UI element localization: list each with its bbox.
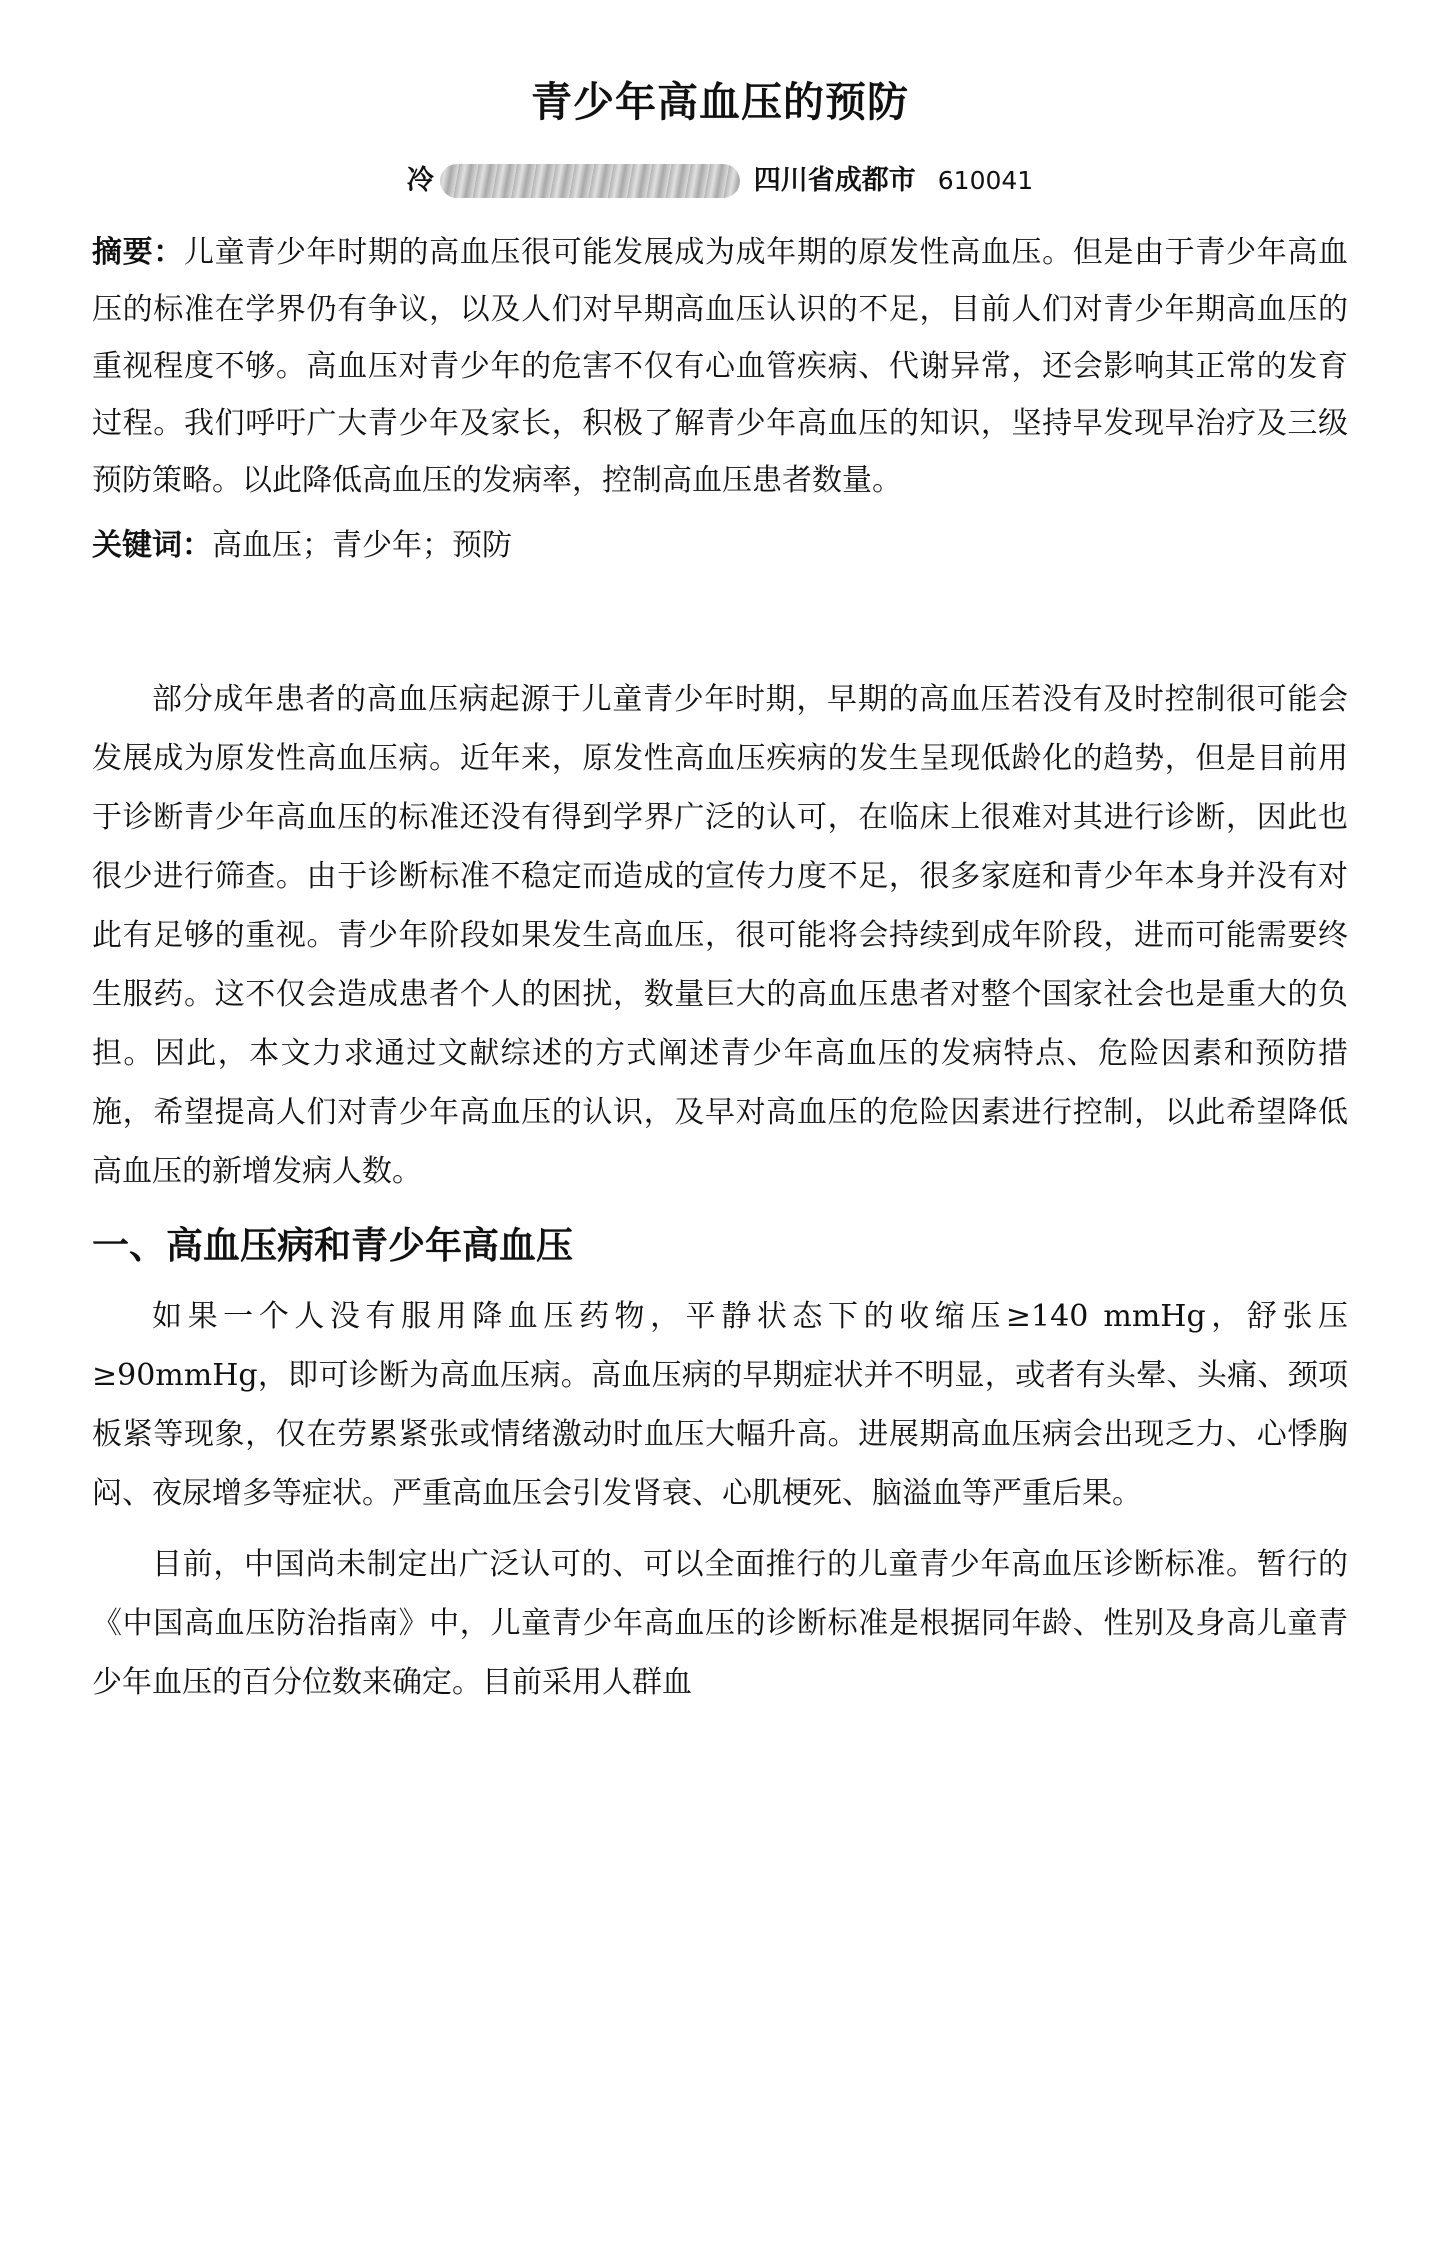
intro-paragraph: 部分成年患者的高血压病起源于儿童青少年时期，早期的高血压若没有及时控制很可能会发展成为原发性高血压病。近年来，原发性高血压疾病的发生呈现低龄化的趋势，但是目前用于诊断青少年高血压的标准还没有得到学界广泛的认可，在临床上很难对其进行诊断，因此也很少进行筛查。由于诊断标准不稳定而造成的宣传力度不足，很多家庭和青少年本身并没有对此有足够的重视。青少年阶段如果发生高血压，很可能将会持续到成年阶段，进而可能需要终生服药。这不仅会造成患者个人的困扰，数量巨大的高血压患者对整个国家社会也是重大的负担。因此，本文力求通过文献综述的方式阐述青少年高血压的发病特点、危险因素和预防措施，希望提高人们对青少年高血压的认识，及早对高血压的危险因素进行控制，以此希望降低高血压的新增发病人数。	[92, 682, 1348, 1189]
abstract-text: 儿童青少年时期的高血压很可能发展成为成年期的原发性高血压。但是由于青少年高血压的标准在学界仍有争议，以及人们对早期高血压认识的不足，目前人们对青少年期高血压的重视程度不够。高血压对青少年的危害不仅有心血管疾病、代谢异常，还会影响其正常的发育过程。我们呼吁广大青少年及家长，积极了解青少年高血压的知识，坚持早发现早治疗及三级预防策略。以此降低高血压的发病率，控制高血压患者数量。	[92, 235, 1349, 498]
section1-paragraph-1: 如果一个人没有服用降血压药物，平静状态下的收缩压≥140 mmHg，舒张压≥90mmHg，即可诊断为高血压病。高血压病的早期症状并不明显，或者有头晕、头痛、颈项板紧等现象，仅在劳累紧张或情绪激动时血压大幅升高。进展期高血压病会出现乏力、心悸胸闷、夜尿增多等症状。严重高血压会引发肾衰、心肌梗死、脑溢血等严重后果。	[92, 1299, 1348, 1511]
author-postcode: 610041	[937, 165, 1034, 195]
author-line	[92, 158, 1348, 202]
keywords	[92, 517, 1348, 574]
author-name: 冷	[406, 164, 434, 196]
abstract	[92, 224, 1348, 509]
abstract-label: 摘要：	[92, 235, 184, 270]
section-heading-1: 一、高血压病和青少年高血压	[92, 1224, 573, 1267]
keywords-label: 关键词：	[92, 528, 212, 563]
paper-title: 青少年高血压的预防	[531, 78, 909, 126]
keywords-text: 高血压；青少年；预防	[212, 528, 512, 563]
section1-paragraph-2: 目前，中国尚未制定出广泛认可的、可以全面推行的儿童青少年高血压诊断标准。暂行的《中国高血压防治指南》中，儿童青少年高血压的诊断标准是根据同年龄、性别及身高儿童青少年血压的百分位数来确定。目前采用人群血	[92, 1547, 1348, 1700]
author-affiliation: 四川省成都市	[753, 164, 916, 196]
redacted-author-blur	[440, 164, 740, 198]
